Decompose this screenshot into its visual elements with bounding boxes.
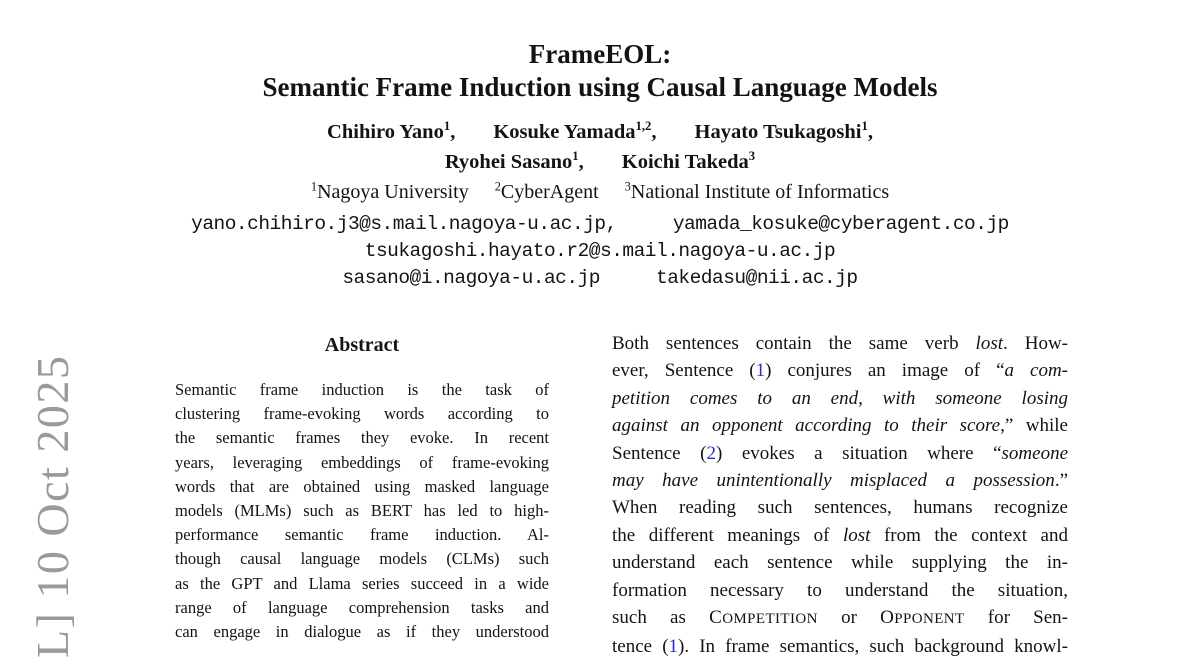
body-text-line bbox=[612, 467, 1068, 494]
small-caps-rest: PPONENT bbox=[894, 611, 965, 628]
citation-link[interactable]: 2 bbox=[706, 442, 716, 464]
abstract-text-line: range of language comprehension tasks and bbox=[175, 597, 549, 617]
text-segment: ever, Sentence ( bbox=[612, 360, 756, 382]
text-segment: or bbox=[817, 607, 881, 629]
author-name: Kosuke Yamada$^{1,2}$, bbox=[493, 119, 657, 143]
text-segment: for Sen- bbox=[964, 607, 1068, 629]
arxiv-watermark: L] 10 Oct 2025 bbox=[27, 354, 78, 658]
affiliation-sup: 3 bbox=[624, 179, 631, 194]
paper-header bbox=[0, 38, 1200, 292]
affiliation: $^3$National Institute of Informatics bbox=[624, 179, 890, 203]
text-segment: tence ( bbox=[612, 636, 669, 658]
affiliation-sup: 1 bbox=[310, 179, 318, 194]
author-affiliation-sup: 1 bbox=[572, 149, 579, 164]
text-segment: formation necessary to understand the situation, bbox=[612, 579, 1068, 601]
abstract-text-line: the semantic frames they evoke. In recent bbox=[175, 428, 549, 448]
email-address: yamada_kosuke@cyberagent.co.jp bbox=[672, 213, 1009, 235]
paper-title-line2: Semantic Frame Induction using Causal Language Models bbox=[262, 72, 938, 102]
text-segment: petition comes to an end, with someone losing bbox=[612, 387, 1068, 409]
email-address: tsukagoshi.hayato.r2@s.mail.nagoya-u.ac.jp bbox=[364, 240, 836, 262]
body-text-line bbox=[612, 549, 1068, 576]
text-segment: lost bbox=[842, 524, 871, 546]
abstract-text-line: clustering frame-evoking words according to bbox=[175, 404, 549, 424]
affiliation: $^1$Nagoya University bbox=[310, 179, 469, 203]
author-affiliation-sup: 1,2 bbox=[635, 119, 652, 134]
author-affiliation-sup: 1 bbox=[443, 119, 451, 134]
body-text-line bbox=[612, 385, 1068, 412]
text-segment: ) evokes a situation where “ bbox=[715, 442, 1002, 464]
small-caps-rest: OMPETITION bbox=[722, 611, 818, 628]
text-segment: a com- bbox=[1004, 360, 1069, 382]
body-text-line bbox=[612, 412, 1068, 439]
affiliation: $^2$CyberAgent bbox=[494, 179, 599, 203]
abstract-heading: Abstract bbox=[324, 334, 400, 356]
author-row bbox=[0, 117, 1200, 147]
body-text-line bbox=[612, 357, 1068, 384]
body-text-line bbox=[612, 440, 1068, 467]
email-row bbox=[0, 238, 1200, 265]
text-segment: Sentence ( bbox=[612, 442, 707, 464]
author-name: Hayato Tsukagoshi$^1$, bbox=[694, 119, 873, 143]
text-segment: may have unintentionally misplaced a possession bbox=[612, 470, 1055, 492]
body-column bbox=[612, 330, 1068, 661]
body-text-line bbox=[612, 522, 1068, 549]
text-segment: from the context and bbox=[870, 524, 1068, 546]
abstract-section bbox=[175, 334, 549, 644]
citation-link[interactable]: 1 bbox=[755, 360, 766, 382]
text-segment: understand each sentence while supplying the in- bbox=[612, 552, 1068, 574]
abstract-text bbox=[175, 378, 549, 644]
affiliations bbox=[0, 178, 1200, 206]
abstract-text-line: performance semantic frame induction. Al- bbox=[175, 525, 549, 545]
email-address: takedasu@nii.ac.jp bbox=[656, 267, 858, 289]
author-affiliation-sup: 3 bbox=[748, 149, 756, 164]
author-row bbox=[0, 147, 1200, 177]
author-name: Chihiro Yano$^1$, bbox=[327, 119, 456, 143]
text-segment: When reading such sentences, humans recognize bbox=[612, 497, 1068, 519]
abstract-text-line: years, leveraging embeddings of frame-evoking bbox=[175, 452, 549, 472]
paper-title-line1: FrameEOL: bbox=[528, 39, 672, 69]
email-row bbox=[0, 265, 1200, 292]
email-address: sasano@i.nagoya-u.ac.jp bbox=[342, 267, 600, 289]
author-affiliation-sup: 1 bbox=[861, 119, 868, 134]
body-text-line bbox=[612, 494, 1068, 521]
text-segment: the different meanings of bbox=[612, 524, 843, 546]
body-text-line bbox=[612, 577, 1068, 604]
author-name: Koichi Takeda$^3$ bbox=[621, 149, 756, 173]
authors bbox=[0, 117, 1200, 177]
body-text-line bbox=[612, 330, 1068, 357]
text-segment: such as bbox=[612, 607, 710, 629]
small-caps-term: OPPONENT bbox=[880, 607, 965, 629]
body-text-line bbox=[612, 604, 1068, 633]
abstract-text-line: can engage in dialogue as if they understood bbox=[175, 622, 549, 642]
text-segment: Both sentences contain the same verb bbox=[612, 333, 976, 354]
emails bbox=[0, 211, 1200, 292]
small-caps-term: COMPETITION bbox=[709, 607, 818, 629]
email-address: yano.chihiro.j3@s.mail.nagoya-u.ac.jp, bbox=[191, 213, 617, 235]
text-segment: ) conjures an image of “ bbox=[765, 360, 1005, 382]
text-segment: against an opponent according to their score bbox=[612, 415, 1001, 437]
abstract-text-line: words that are obtained using masked language bbox=[175, 476, 549, 496]
text-segment: .” bbox=[1054, 470, 1068, 492]
email-row bbox=[0, 211, 1200, 238]
abstract-text-line: as the GPT and Llama series succeed in a wide bbox=[175, 573, 549, 593]
citation-link[interactable]: 1 bbox=[668, 636, 679, 658]
abstract-text-line: though causal language models (CLMs) such bbox=[175, 549, 549, 569]
text-segment: ,” while bbox=[1000, 415, 1068, 437]
text-segment: ). In frame semantics, such background knowl- bbox=[678, 636, 1068, 658]
affiliation-sup: 2 bbox=[494, 179, 501, 194]
abstract-text-line: Semantic frame induction is the task of bbox=[175, 380, 549, 399]
text-segment: someone bbox=[1001, 442, 1069, 464]
author-name: Ryohei Sasano$^1$, bbox=[444, 149, 584, 173]
text-segment: lost bbox=[975, 333, 1003, 354]
text-segment: . How- bbox=[1003, 333, 1068, 354]
body-text-line bbox=[612, 633, 1068, 660]
abstract-text-line: models (MLMs) such as BERT has led to high- bbox=[175, 501, 549, 521]
